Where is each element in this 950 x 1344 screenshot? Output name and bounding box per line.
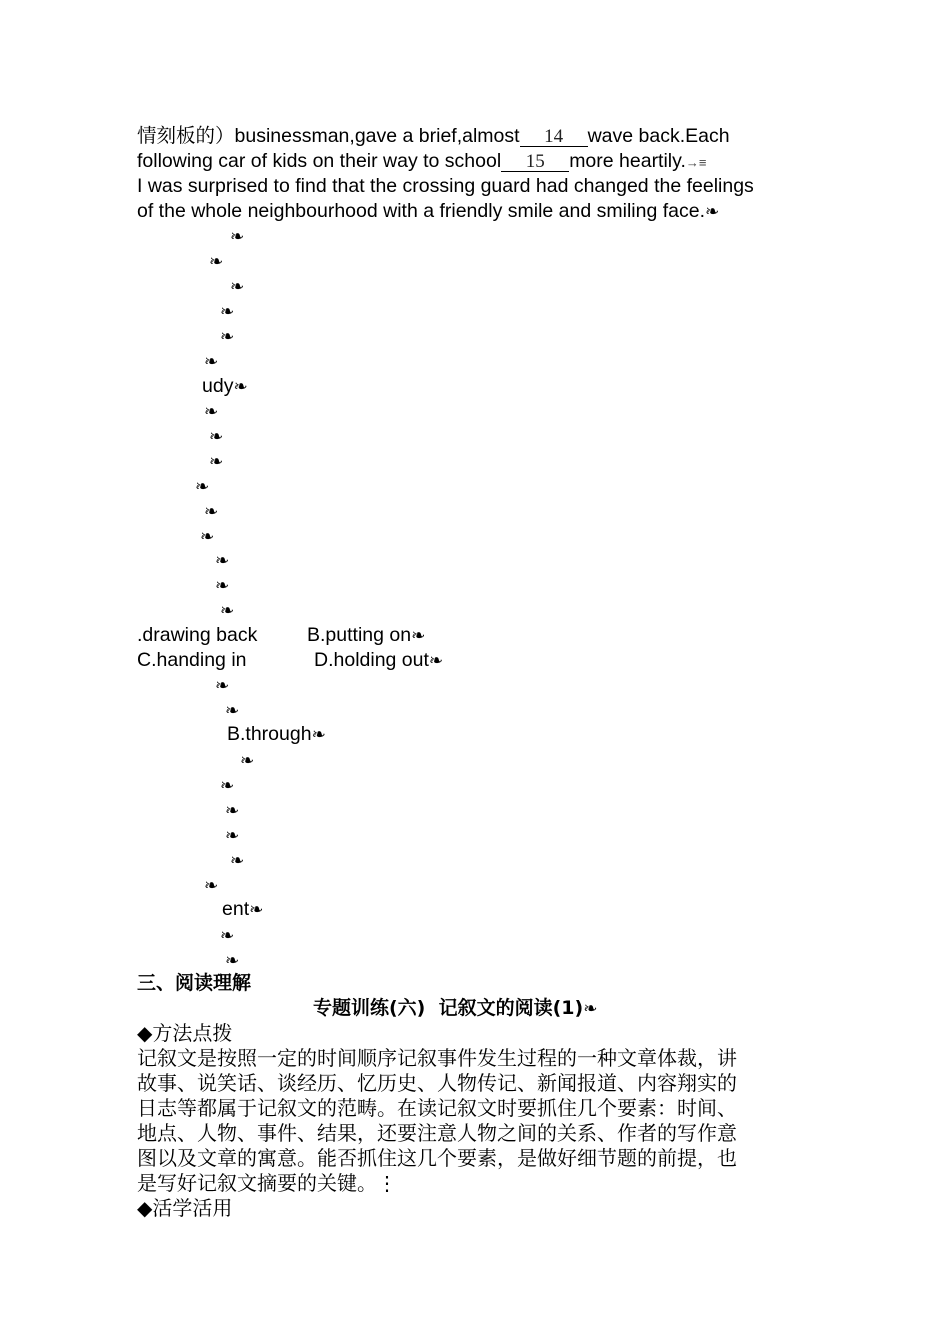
paragraph-mark-icon: ❧	[225, 826, 240, 846]
option-b[interactable]	[307, 623, 425, 648]
paragraph-mark-icon: ❧	[209, 252, 224, 272]
section-title	[313, 996, 597, 1022]
paragraph-mark-icon: ❧	[195, 477, 210, 497]
option-a[interactable]: .drawing back	[137, 624, 258, 646]
paragraph-mark-icon: ❧	[225, 801, 240, 821]
method-paragraph-line: 地点、人物、事件、结果，还要注意人物之间的关系、作者的写作意	[137, 1121, 737, 1145]
option-c[interactable]: C.handing in	[137, 649, 247, 671]
line-break-mark: →≡	[685, 155, 707, 170]
fragment-through-text: B.through	[227, 723, 312, 745]
paragraph-mark-icon: ❧	[209, 427, 224, 447]
paragraph-mark-icon: ❧	[220, 926, 235, 946]
passage-line-4-text: of the whole neighbourhood with a friendly smile and smiling face.	[137, 200, 705, 222]
passage-line-3: I was surprised to find that the crossing guard had changed the feelings	[137, 175, 754, 197]
passage-line-4	[137, 199, 719, 224]
paragraph-mark-icon: ❧	[583, 999, 598, 1019]
paragraph-mark-icon: ❧	[240, 751, 255, 771]
blank-14[interactable]: 14	[520, 127, 588, 147]
passage-line-1-end: wave back.Each	[587, 125, 730, 147]
paragraph-mark-icon: ❧	[209, 452, 224, 472]
method-paragraph-line: 是写好记叙文摘要的关键。⋮	[137, 1171, 397, 1195]
passage-line-1	[137, 124, 730, 149]
fragment-ent	[222, 897, 263, 922]
paragraph-mark-icon: ❧	[705, 202, 720, 221]
fragment-udy-text: udy	[202, 375, 234, 397]
paragraph-mark-icon: ❧	[204, 402, 219, 422]
paragraph-mark-icon: ❧	[249, 900, 264, 919]
fragment-udy	[202, 374, 248, 399]
option-d-text: D.holding out	[314, 649, 429, 671]
paragraph-mark-icon: ❧	[220, 302, 235, 322]
passage-line-2	[137, 149, 706, 175]
method-paragraph-line: 故事、说笑话、谈经历、忆历史、人物传记、新闻报道、内容翔实的	[137, 1071, 737, 1095]
paragraph-mark-icon: ❧	[220, 601, 235, 621]
paragraph-mark-icon: ❧	[233, 377, 248, 396]
paragraph-mark-icon: ❧	[215, 676, 230, 696]
passage-line-2-end: more heartily.	[569, 150, 686, 172]
paragraph-mark-icon: ❧	[311, 725, 326, 744]
method-paragraph-line: 日志等都属于记叙文的范畴。在读记叙文时要抓住几个要素：时间、	[137, 1096, 737, 1120]
paragraph-mark-icon: ❧	[428, 651, 444, 670]
section-heading: 三、阅读理解	[137, 972, 252, 994]
paragraph-mark-icon: ❧	[220, 776, 235, 796]
paragraph-mark-icon: ❧	[225, 951, 240, 971]
fragment-ent-text: ent	[222, 898, 250, 920]
paragraph-mark-icon: ❧	[225, 701, 240, 721]
paragraph-mark-icon: ❧	[204, 502, 219, 522]
paragraph-mark-icon: ❧	[411, 626, 426, 645]
blank-15[interactable]: 15	[501, 152, 569, 172]
paragraph-mark-icon: ❧	[215, 576, 230, 596]
practice-heading: ◆活学活用	[137, 1196, 233, 1220]
passage-line-2-start: following car of kids on their way to school	[137, 150, 502, 172]
fragment-through	[227, 722, 326, 747]
passage-line-1-start: 情刻板的）businessman,gave a brief,almost	[137, 125, 520, 147]
paragraph-mark-icon: ❧	[204, 876, 219, 896]
paragraph-mark-icon: ❧	[230, 277, 245, 297]
option-d[interactable]	[314, 648, 443, 673]
method-paragraph	[137, 1046, 813, 1196]
paragraph-mark-icon: ❧	[204, 352, 219, 372]
section-title-text: 专题训练(六) 记叙文的阅读(1)	[313, 997, 584, 1019]
paragraph-mark-icon: ❧	[215, 551, 230, 571]
paragraph-mark-icon: ❧	[200, 527, 215, 547]
method-paragraph-line: 记叙文是按照一定的时间顺序记叙事件发生过程的一种文章体裁，讲	[137, 1046, 737, 1070]
paragraph-mark-icon: ❧	[220, 327, 235, 347]
paragraph-mark-icon: ❧	[230, 227, 245, 247]
method-heading: ◆方法点拨	[137, 1021, 233, 1045]
method-paragraph-line: 图以及文章的寓意。能否抓住这几个要素，是做好细节题的前提，也	[137, 1146, 737, 1170]
paragraph-mark-icon: ❧	[230, 851, 245, 871]
option-b-text: B.putting on	[307, 624, 412, 646]
